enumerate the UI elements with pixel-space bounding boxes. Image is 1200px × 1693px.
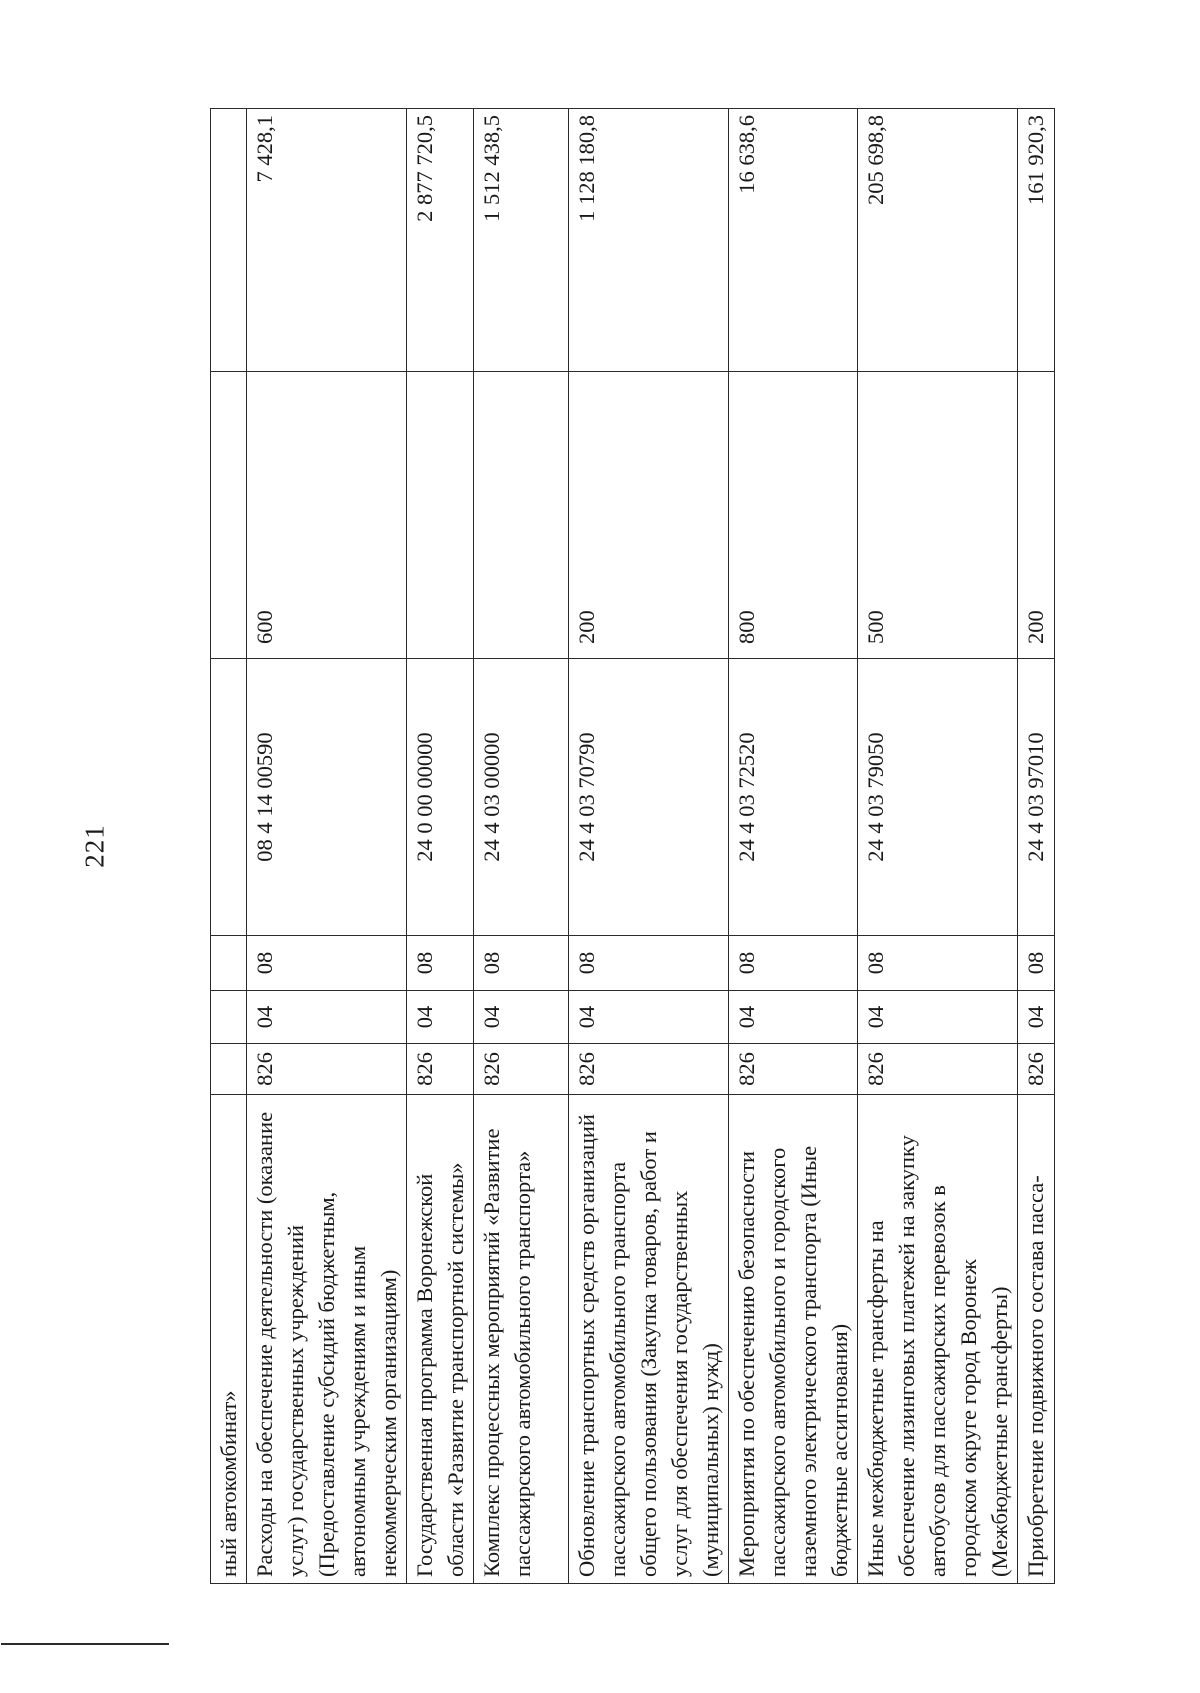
name-cell: ный автокомбинат» <box>211 1095 247 1584</box>
name-cell: Обновление транспортных средств организаций пассажирского автомобильного транспорта общего пользования (Закупка товаров, работ и услуг для обеспечения государственных (муниципальных) нужд) <box>569 1095 729 1584</box>
pr-cell: 08 <box>858 936 1018 991</box>
table-row <box>407 109 474 1584</box>
gr-cell: 826 <box>407 1044 474 1095</box>
gr-cell: 826 <box>858 1044 1018 1095</box>
vr-cell <box>474 372 569 659</box>
name-cell: Комплекс процессных мероприятий «Развитие пассажирского автомобильного транспорта» <box>474 1095 569 1584</box>
sum-cell: 205 698,8 <box>858 109 1018 372</box>
name-cell: Иные межбюджетные трансферты на обеспечение лизинговых платежей на закупку автобусов для пассажирских перевозок в городском округе город Воронеж (Межбюджетные трансферты) <box>858 1095 1018 1584</box>
rz-cell: 04 <box>569 991 729 1044</box>
name-cell: Мероприятия по обеспечению безопасности пассажирского автомобильного и городского наземного электрического транспорта (Иные бюджетные ассигнования) <box>729 1095 858 1584</box>
table-row <box>474 109 569 1584</box>
cs-cell: 24 4 03 72520 <box>729 659 858 936</box>
cs-cell: 24 0 00 00000 <box>407 659 474 936</box>
rz-cell: 04 <box>247 991 407 1044</box>
page-number: 221 <box>79 824 110 868</box>
sum-cell <box>211 109 247 372</box>
budget-table <box>210 108 1055 1584</box>
table-row <box>211 109 247 1584</box>
rz-cell: 04 <box>1018 991 1055 1044</box>
cs-cell: 24 4 03 79050 <box>858 659 1018 936</box>
vr-cell: 600 <box>247 372 407 659</box>
table-row <box>247 109 407 1584</box>
pr-cell <box>211 936 247 991</box>
pr-cell: 08 <box>247 936 407 991</box>
gr-cell: 826 <box>729 1044 858 1095</box>
table-row <box>729 109 858 1584</box>
rz-cell <box>211 991 247 1044</box>
cs-cell: 24 4 03 70790 <box>569 659 729 936</box>
gr-cell: 826 <box>247 1044 407 1095</box>
gr-cell: 826 <box>569 1044 729 1095</box>
gr-cell <box>211 1044 247 1095</box>
rz-cell: 04 <box>407 991 474 1044</box>
sum-cell: 161 920,3 <box>1018 109 1055 372</box>
vr-cell <box>407 372 474 659</box>
vr-cell: 200 <box>1018 372 1055 659</box>
pr-cell: 08 <box>1018 936 1055 991</box>
sum-cell: 16 638,6 <box>729 109 858 372</box>
sum-cell: 1 512 438,5 <box>474 109 569 372</box>
table-row <box>858 109 1018 1584</box>
vr-cell: 500 <box>858 372 1018 659</box>
gr-cell: 826 <box>474 1044 569 1095</box>
pr-cell: 08 <box>569 936 729 991</box>
table-row <box>569 109 729 1584</box>
table-row <box>1018 109 1055 1584</box>
sum-cell: 1 128 180,8 <box>569 109 729 372</box>
pr-cell: 08 <box>407 936 474 991</box>
rz-cell: 04 <box>474 991 569 1044</box>
vr-cell: 200 <box>569 372 729 659</box>
pr-cell: 08 <box>729 936 858 991</box>
name-cell: Расходы на обеспечение деятельности (оказание услуг) государственных учреждений (Предоставление субсидий бюджетным, автономным учреждениям и иным некоммерческим организациям) <box>247 1095 407 1584</box>
rz-cell: 04 <box>858 991 1018 1044</box>
cs-cell: 24 4 03 97010 <box>1018 659 1055 936</box>
sum-cell: 2 877 720,5 <box>407 109 474 372</box>
sum-cell: 7 428,1 <box>247 109 407 372</box>
footer-rule <box>1 1643 169 1645</box>
cs-cell: 24 4 03 00000 <box>474 659 569 936</box>
name-cell: Приобретение подвижного состава пасса- <box>1018 1095 1055 1584</box>
gr-cell: 826 <box>1018 1044 1055 1095</box>
name-cell: Государственная программа Воронежской области «Развитие транспортной системы» <box>407 1095 474 1584</box>
pr-cell: 08 <box>474 936 569 991</box>
vr-cell: 800 <box>729 372 858 659</box>
cs-cell <box>211 659 247 936</box>
vr-cell <box>211 372 247 659</box>
cs-cell: 08 4 14 00590 <box>247 659 407 936</box>
rz-cell: 04 <box>729 991 858 1044</box>
